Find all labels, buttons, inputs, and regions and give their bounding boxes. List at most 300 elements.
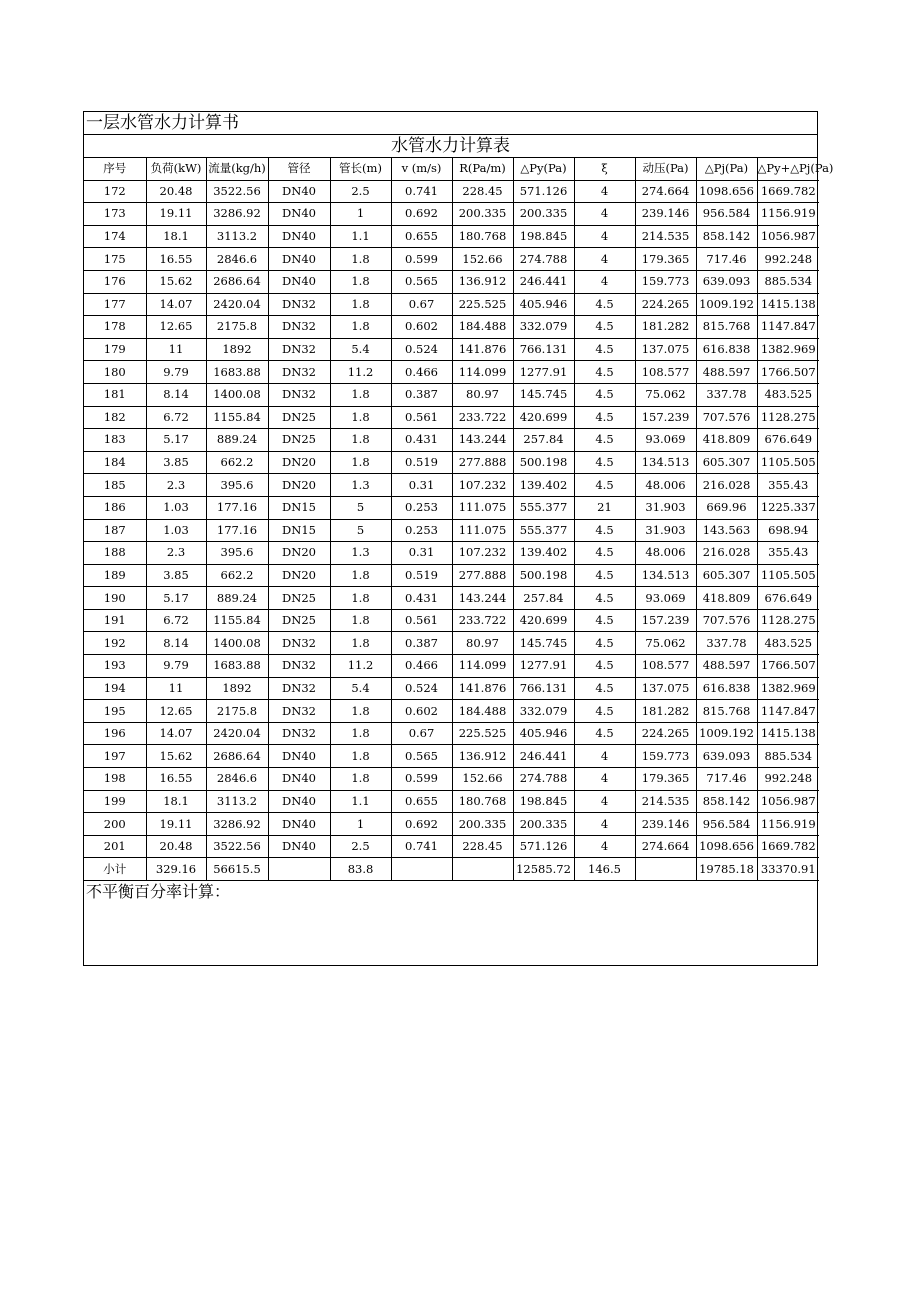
table-cell: DN40 [268,203,330,226]
table-cell: 185 [84,474,146,497]
table-row [84,768,819,791]
column-header: 序号 [84,158,146,180]
table-cell: 197 [84,745,146,768]
table-cell: 11 [146,677,206,700]
table-cell: 707.576 [696,609,757,632]
table-cell: 137.075 [635,338,696,361]
table-cell: 0.524 [391,677,452,700]
table-cell: 1.8 [330,700,391,723]
table-cell: 31.903 [635,496,696,519]
table-cell: 0.565 [391,270,452,293]
table-cell: 114.099 [452,655,513,678]
table-cell: DN32 [268,361,330,384]
table-cell: 200.335 [452,203,513,226]
table-cell: DN32 [268,316,330,339]
table-cell: 889.24 [206,429,268,452]
table-cell: 0.602 [391,700,452,723]
table-cell: 885.534 [757,270,819,293]
table-row [84,587,819,610]
table-cell: 4.5 [574,564,635,587]
table-cell: 1225.337 [757,496,819,519]
table-cell: 662.2 [206,564,268,587]
table-cell: DN20 [268,542,330,565]
table-cell: 1.8 [330,316,391,339]
table-cell: 4 [574,248,635,271]
column-header: △Py(Pa) [513,158,574,180]
table-cell: 246.441 [513,270,574,293]
table-cell: 1 [330,203,391,226]
table-cell: 176 [84,270,146,293]
calc-table [84,158,834,881]
table-cell: 992.248 [757,768,819,791]
table-cell: 0.67 [391,293,452,316]
table-cell: DN32 [268,677,330,700]
table-cell: 111.075 [452,519,513,542]
table-cell: 885.534 [757,745,819,768]
table-cell: 707.576 [696,406,757,429]
table-cell: 20.48 [146,835,206,858]
table-row [84,338,819,361]
table-cell: 141.876 [452,677,513,700]
table-cell: 199 [84,790,146,813]
table-cell: 19.11 [146,203,206,226]
table-cell: 137.075 [635,677,696,700]
table-cell: 418.809 [696,587,757,610]
table-cell: 177 [84,293,146,316]
table-cell: 0.692 [391,203,452,226]
table-cell: 139.402 [513,474,574,497]
table-cell: 4 [574,768,635,791]
subtotal-cell: 146.5 [574,858,635,881]
table-cell: 1009.192 [696,293,757,316]
table-cell: 277.888 [452,564,513,587]
table-cell: 48.006 [635,474,696,497]
table-cell: 200.335 [513,203,574,226]
table-cell: 337.78 [696,383,757,406]
table-cell: 5.17 [146,587,206,610]
table-cell: 214.535 [635,790,696,813]
table-cell: 0.519 [391,451,452,474]
table-cell: 228.45 [452,180,513,203]
table-cell: 4 [574,745,635,768]
table-cell: 3113.2 [206,225,268,248]
table-row [84,813,819,836]
table-cell: 143.244 [452,429,513,452]
table-cell: 179.365 [635,768,696,791]
column-header: R(Pa/m) [452,158,513,180]
table-row [84,632,819,655]
table-cell: 108.577 [635,655,696,678]
column-header: 管长(m) [330,158,391,180]
subtotal-cell [635,858,696,881]
table-cell: 0.431 [391,429,452,452]
table-cell: 4.5 [574,474,635,497]
table-cell: 239.146 [635,203,696,226]
table-cell: 956.584 [696,203,757,226]
table-cell: 2.5 [330,835,391,858]
table-cell: 48.006 [635,542,696,565]
table-cell: 669.96 [696,496,757,519]
table-cell: 0.253 [391,519,452,542]
table-cell: 405.946 [513,722,574,745]
table-cell: 186 [84,496,146,519]
subtotal-cell: 12585.72 [513,858,574,881]
table-cell: 4 [574,270,635,293]
table-cell: 239.146 [635,813,696,836]
table-cell: 0.31 [391,542,452,565]
table-cell: 332.079 [513,700,574,723]
table-cell: 216.028 [696,474,757,497]
table-cell: 233.722 [452,406,513,429]
table-cell: 956.584 [696,813,757,836]
table-cell: 274.788 [513,248,574,271]
table-row [84,203,819,226]
table-cell: 145.745 [513,632,574,655]
table-cell: 172 [84,180,146,203]
column-header: 流量(kg/h) [206,158,268,180]
table-cell: 181 [84,383,146,406]
table-cell: 2.3 [146,542,206,565]
table-cell: 1147.847 [757,700,819,723]
table-cell: 175 [84,248,146,271]
table-cell: 80.97 [452,383,513,406]
table-cell: 1.3 [330,474,391,497]
table-cell: 1.1 [330,225,391,248]
table-cell: 1128.275 [757,609,819,632]
table-cell: 136.912 [452,745,513,768]
table-cell: 500.198 [513,451,574,474]
table-cell: 4.5 [574,587,635,610]
table-cell: 4.5 [574,677,635,700]
table-cell: 4 [574,790,635,813]
table-cell: 4.5 [574,700,635,723]
table-row [84,316,819,339]
table-cell: 141.876 [452,338,513,361]
table-cell: 662.2 [206,451,268,474]
table-cell: 1.8 [330,451,391,474]
table-cell: 571.126 [513,180,574,203]
table-cell: 18.1 [146,790,206,813]
table-cell: 405.946 [513,293,574,316]
table-cell: 157.239 [635,609,696,632]
table-cell: 179.365 [635,248,696,271]
table-cell: DN40 [268,248,330,271]
table-cell: 192 [84,632,146,655]
column-header: 管径 [268,158,330,180]
table-cell: 483.525 [757,383,819,406]
table-cell: DN32 [268,632,330,655]
table-cell: 0.431 [391,587,452,610]
table-cell: 420.699 [513,609,574,632]
table-cell: 1.8 [330,293,391,316]
table-cell: 1.8 [330,632,391,655]
table-title: 水管水力计算表 [84,135,817,158]
table-row [84,293,819,316]
table-cell: 179 [84,338,146,361]
table-cell: 1.8 [330,248,391,271]
table-cell: 1.8 [330,406,391,429]
table-cell: 815.768 [696,700,757,723]
table-cell: 1382.969 [757,677,819,700]
table-row [84,361,819,384]
table-cell: 225.525 [452,722,513,745]
table-cell: 639.093 [696,270,757,293]
table-cell: 1277.91 [513,655,574,678]
table-cell: 1105.505 [757,451,819,474]
table-cell: 698.94 [757,519,819,542]
table-cell: 196 [84,722,146,745]
table-cell: 4.5 [574,406,635,429]
table-cell: 21 [574,496,635,519]
table-cell: 11 [146,338,206,361]
table-cell: DN32 [268,722,330,745]
subtotal-row [84,858,819,881]
table-row [84,519,819,542]
table-cell: 0.692 [391,813,452,836]
table-cell: DN25 [268,609,330,632]
table-row [84,496,819,519]
table-cell: 555.377 [513,519,574,542]
table-cell: 1.8 [330,722,391,745]
table-cell: 1.8 [330,383,391,406]
table-cell: 198.845 [513,225,574,248]
table-cell: 114.099 [452,361,513,384]
table-cell: 177.16 [206,496,268,519]
table-cell: 1156.919 [757,813,819,836]
table-cell: DN32 [268,338,330,361]
column-header: △Py+△Pj(Pa) [757,158,819,180]
table-cell: 152.66 [452,768,513,791]
table-cell: 225.525 [452,293,513,316]
table-cell: 0.602 [391,316,452,339]
table-cell: 14.07 [146,722,206,745]
table-cell: 555.377 [513,496,574,519]
table-cell: 1892 [206,677,268,700]
table-cell: 136.912 [452,270,513,293]
table-cell: 224.265 [635,722,696,745]
table-cell: 9.79 [146,361,206,384]
column-header: v (m/s) [391,158,452,180]
table-cell: 15.62 [146,270,206,293]
table-cell: 571.126 [513,835,574,858]
table-cell: 4.5 [574,451,635,474]
table-cell: 20.48 [146,180,206,203]
table-row [84,248,819,271]
table-cell: 2846.6 [206,768,268,791]
column-header: △Pj(Pa) [696,158,757,180]
table-cell: 1128.275 [757,406,819,429]
table-cell: 31.903 [635,519,696,542]
table-cell: DN40 [268,225,330,248]
table-row [84,406,819,429]
table-cell: 332.079 [513,316,574,339]
table-cell: 4 [574,180,635,203]
table-cell: DN40 [268,270,330,293]
table-cell: 0.741 [391,835,452,858]
table-cell: 4.5 [574,722,635,745]
table-cell: DN15 [268,496,330,519]
table-cell: 1155.84 [206,609,268,632]
table-cell: 0.31 [391,474,452,497]
column-header: ξ [574,158,635,180]
table-cell: 1.8 [330,587,391,610]
table-cell: 4 [574,203,635,226]
table-cell: 395.6 [206,474,268,497]
table-cell: 1009.192 [696,722,757,745]
table-cell: 0.524 [391,338,452,361]
table-cell: 1277.91 [513,361,574,384]
table-cell: 4.5 [574,383,635,406]
table-cell: 3286.92 [206,813,268,836]
table-cell: 4 [574,813,635,836]
column-header: 动压(Pa) [635,158,696,180]
table-cell: 274.664 [635,835,696,858]
table-cell: 184 [84,451,146,474]
table-cell: 3522.56 [206,180,268,203]
table-row [84,474,819,497]
table-cell: 11.2 [330,361,391,384]
table-cell: 183 [84,429,146,452]
table-cell: 1766.507 [757,361,819,384]
table-cell: 6.72 [146,609,206,632]
table-cell: 257.84 [513,587,574,610]
table-cell: 0.565 [391,745,452,768]
table-cell: 0.67 [391,722,452,745]
table-cell: DN32 [268,293,330,316]
table-cell: DN32 [268,383,330,406]
subtotal-cell: 小计 [84,858,146,881]
table-cell: 177.16 [206,519,268,542]
table-cell: DN20 [268,474,330,497]
table-cell: 189 [84,564,146,587]
table-cell: 889.24 [206,587,268,610]
table-cell: 108.577 [635,361,696,384]
table-cell: 18.1 [146,225,206,248]
table-cell: 134.513 [635,451,696,474]
table-cell: 143.244 [452,587,513,610]
table-cell: DN40 [268,745,330,768]
table-cell: 12.65 [146,316,206,339]
table-cell: 143.563 [696,519,757,542]
table-cell: 2175.8 [206,700,268,723]
table-cell: 0.599 [391,248,452,271]
table-cell: 8.14 [146,383,206,406]
header-row [84,158,819,180]
table-cell: 190 [84,587,146,610]
subtotal-cell: 329.16 [146,858,206,881]
table-cell: 187 [84,519,146,542]
table-cell: 355.43 [757,474,819,497]
table-cell: 2420.04 [206,722,268,745]
table-cell: 107.232 [452,542,513,565]
table-cell: DN25 [268,406,330,429]
table-cell: 11.2 [330,655,391,678]
table-cell: 4.5 [574,542,635,565]
table-cell: 224.265 [635,293,696,316]
table-cell: 717.46 [696,768,757,791]
table-cell: 1683.88 [206,655,268,678]
table-cell: 9.79 [146,655,206,678]
table-cell: 4 [574,835,635,858]
table-cell: 3.85 [146,564,206,587]
table-cell: 0.466 [391,655,452,678]
table-row [84,270,819,293]
subtotal-cell: 19785.18 [696,858,757,881]
table-cell: DN32 [268,655,330,678]
table-cell: DN40 [268,813,330,836]
table-cell: 198 [84,768,146,791]
table-cell: 184.488 [452,316,513,339]
table-cell: 1382.969 [757,338,819,361]
table-cell: 1147.847 [757,316,819,339]
table-row [84,677,819,700]
table-cell: 4.5 [574,361,635,384]
table-cell: 178 [84,316,146,339]
table-cell: 5 [330,519,391,542]
table-cell: 12.65 [146,700,206,723]
table-cell: 766.131 [513,677,574,700]
table-cell: 6.72 [146,406,206,429]
table-cell: 200.335 [452,813,513,836]
subtotal-cell [452,858,513,881]
table-cell: 488.597 [696,361,757,384]
table-cell: 2.3 [146,474,206,497]
table-cell: 182 [84,406,146,429]
table-cell: 1.3 [330,542,391,565]
table-cell: 173 [84,203,146,226]
table-cell: 180.768 [452,790,513,813]
table-cell: 5 [330,496,391,519]
table-cell: 200 [84,813,146,836]
table-cell: 1415.138 [757,293,819,316]
table-cell: 616.838 [696,338,757,361]
table-cell: 1.8 [330,270,391,293]
subtotal-cell: 56615.5 [206,858,268,881]
table-cell: 1683.88 [206,361,268,384]
table-cell: 2420.04 [206,293,268,316]
table-cell: 418.809 [696,429,757,452]
table-cell: 2686.64 [206,270,268,293]
table-cell: 992.248 [757,248,819,271]
table-cell: 3113.2 [206,790,268,813]
table-cell: 1400.08 [206,632,268,655]
table-cell: 274.788 [513,768,574,791]
document-title: 一层水管水力计算书 [84,112,817,135]
table-cell: 174 [84,225,146,248]
table-cell: 4 [574,225,635,248]
table-cell: 1766.507 [757,655,819,678]
table-cell: 1156.919 [757,203,819,226]
table-cell: 0.253 [391,496,452,519]
table-cell: DN40 [268,768,330,791]
table-cell: 1669.782 [757,835,819,858]
table-cell: 1105.505 [757,564,819,587]
table-cell: 815.768 [696,316,757,339]
table-cell: 214.535 [635,225,696,248]
table-cell: 159.773 [635,270,696,293]
table-cell: 152.66 [452,248,513,271]
table-cell: 5.4 [330,338,391,361]
table-cell: DN32 [268,700,330,723]
table-cell: 180.768 [452,225,513,248]
table-cell: 1098.656 [696,835,757,858]
table-cell: 201 [84,835,146,858]
table-cell: 228.45 [452,835,513,858]
table-cell: 3.85 [146,451,206,474]
table-cell: 1.8 [330,564,391,587]
table-cell: 184.488 [452,700,513,723]
table-cell: 1415.138 [757,722,819,745]
